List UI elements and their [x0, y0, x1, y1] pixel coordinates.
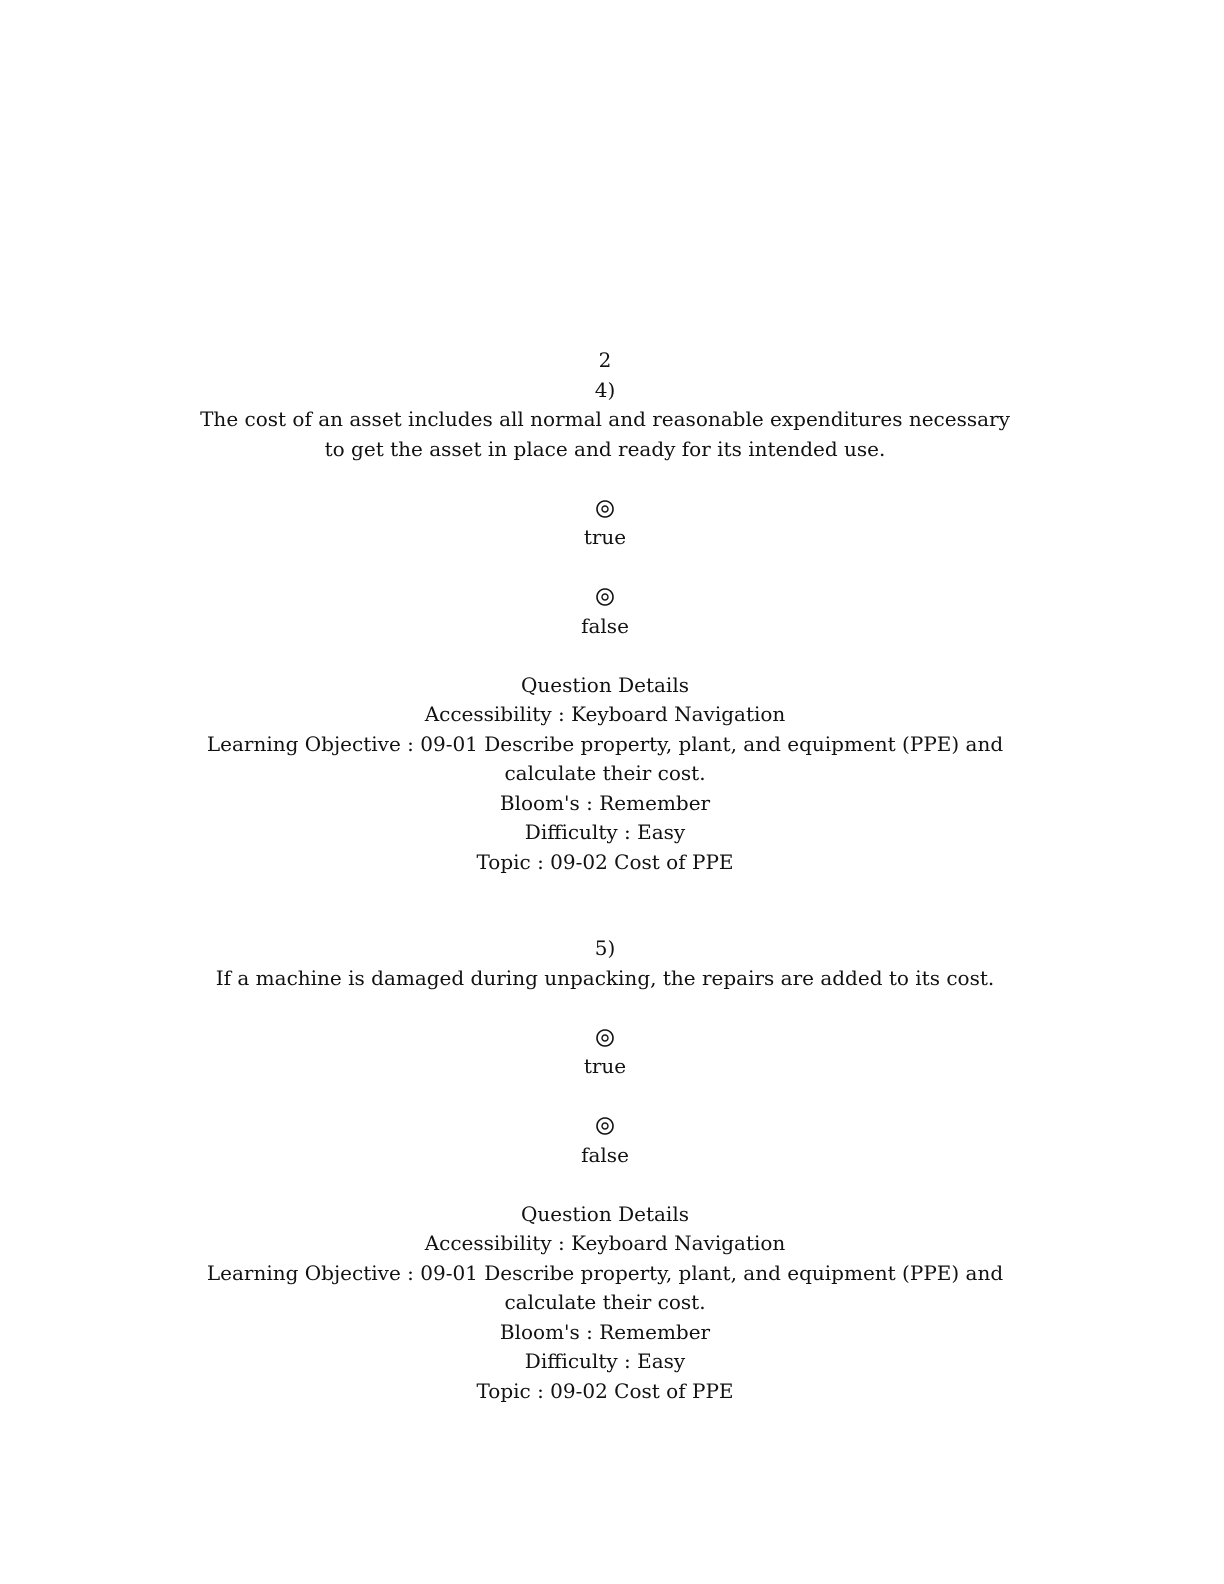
- detail-difficulty: Difficulty : Easy: [524, 1349, 686, 1373]
- radio-button-false[interactable]: [590, 1111, 620, 1141]
- radio-circle-icon: [595, 587, 615, 607]
- question-text: If a machine is damaged during unpacking, the repairs are added to its cost.: [215, 965, 995, 990]
- spacer: [190, 1170, 1020, 1200]
- spacer: [190, 641, 1020, 671]
- detail-topic: Topic : 09-02 Cost of PPE: [476, 849, 734, 874]
- option-label-true: true: [583, 525, 627, 549]
- spacer: [190, 464, 1020, 494]
- detail-topic: Topic : 09-02 Cost of PPE: [476, 1378, 734, 1403]
- spacer: [190, 993, 1020, 1023]
- option-label-false: false: [581, 1142, 629, 1167]
- question-4: [190, 346, 1020, 877]
- radio-button-true[interactable]: [590, 1023, 620, 1053]
- radio-button-false[interactable]: [590, 582, 620, 612]
- spacer: [190, 553, 1020, 583]
- detail-difficulty: Difficulty : Easy: [524, 820, 686, 844]
- detail-blooms: Bloom's : Remember: [499, 790, 711, 815]
- radio-button-true[interactable]: [590, 494, 620, 524]
- question-5: [190, 934, 1020, 1406]
- radio-circle-icon: [595, 1116, 615, 1136]
- detail-accessibility: Accessibility : Keyboard Navigation: [424, 1231, 786, 1255]
- detail-learning-objective: Learning Objective : 09-01 Describe property, plant, and equipment (PPE) and calculate their cost.: [206, 731, 1004, 785]
- radio-circle-icon: [595, 499, 615, 519]
- detail-accessibility: Accessibility : Keyboard Navigation: [424, 702, 786, 726]
- question-text: The cost of an asset includes all normal and reasonable expenditures necessary to get the asset in place and ready for its intended use.: [200, 407, 1010, 461]
- question-details-heading: Question Details: [521, 672, 689, 697]
- question-number: 5): [594, 936, 616, 960]
- spacer: [190, 1082, 1020, 1112]
- option-label-false: false: [581, 613, 629, 638]
- question-details-heading: Question Details: [521, 1201, 689, 1226]
- question-number: 4): [594, 377, 616, 402]
- detail-learning-objective: Learning Objective : 09-01 Describe property, plant, and equipment (PPE) and calculate their cost.: [206, 1260, 1004, 1314]
- detail-blooms: Bloom's : Remember: [499, 1319, 711, 1344]
- option-label-true: true: [583, 1054, 627, 1078]
- page-number: 2: [598, 348, 612, 372]
- radio-circle-icon: [595, 1028, 615, 1048]
